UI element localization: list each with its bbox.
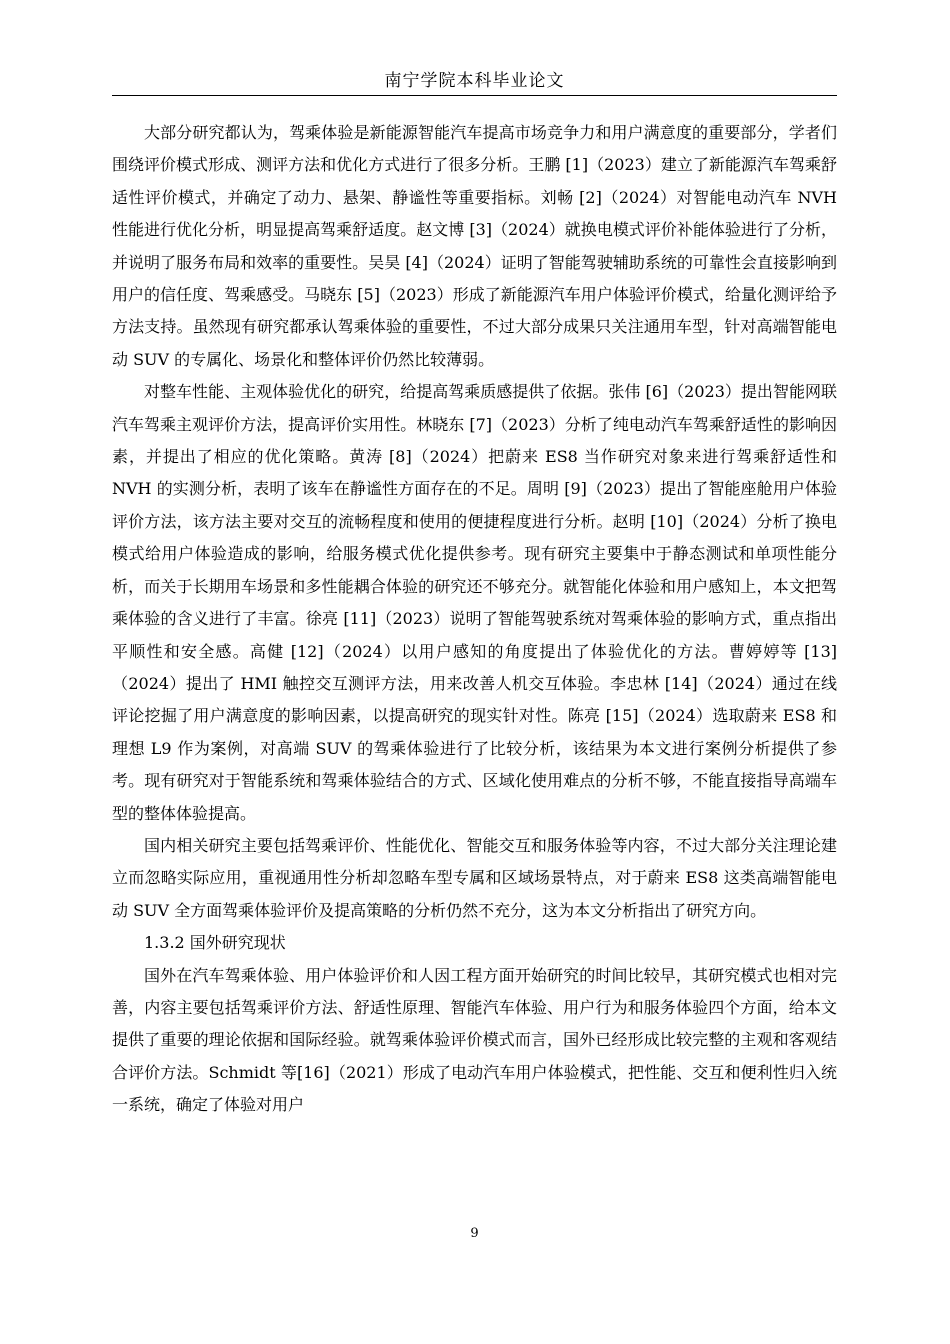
paragraph: 国外在汽车驾乘体验、用户体验评价和人因工程方面开始研究的时间比较早，其研究模式也相对完善，内容主要包括驾乘评价方法、舒适性原理、智能汽车体验、用户行为和服务体验四个方面，给本文提供了重要的理论依据和国际经验。就驾乘体验评价模式而言，国外已经形成比较完整的主观和客观结合评价方法。Schmidt 等[16]（2021）形成了电动汽车用户体验模式，把性能、交互和便利性归入统一系统，确定了体验对用户 — [112, 965, 837, 1115]
section-heading: 1.3.2 国外研究现状 — [144, 933, 286, 953]
page-number: 9 — [470, 1226, 479, 1241]
paragraph: 对整车性能、主观体验优化的研究，给提高驾乘质感提供了依据。张伟 [6]（2023）提出智能网联汽车驾乘主观评价方法，提高评价实用性。林晓东 [7]（2023）分析了纯电动汽车驾乘舒适性的影响因素，并提出了相应的优化策略。黄涛 [8]（2024）把蔚来 ES8 当作研究对象来进行驾乘舒适性和 NVH 的实测分析，表明了该车在静谧性方面存在的不足。周明 [9]（2023）提出了智能座舱用户体验评价方法，该方法主要对交互的流畅程度和使用的便捷程度进行分析。赵明 [10]（2024）分析了换电模式给用户体验造成的影响，给服务模式优化提供参考。现有研究主要集中于静态测试和单项性能分析，而关于长期用车场景和多性能耦合体验的研究还不够充分。就智能化体验和用户感知上，本文把驾乘体验的含义进行了丰富。徐亮 [11]（2023）说明了智能驾驶系统对驾乘体验的影响方式，重点指出平顺性和安全感。高健 [12]（2024）以用户感知的角度提出了体验优化的方法。曹婷婷等 [13]（2024）提出了 HMI 触控交互测评方法，用来改善人机交互体验。李忠林 [14]（2024）通过在线评论挖掘了用户满意度的影响因素，以提高研究的现实针对性。陈亮 [15]（2024）选取蔚来 ES8 和理想 L9 作为案例，对高端 SUV 的驾乘体验进行了比较分析，该结果为本文进行案例分析提供了参考。现有研究对于智能系统和驾乘体验结合的方式、区域化使用难点的分析不够，不能直接指导高端车型的整体体验提高。 — [112, 382, 837, 823]
body-text — [112, 117, 837, 1122]
paragraph: 大部分研究都认为，驾乘体验是新能源智能汽车提高市场竞争力和用户满意度的重要部分，学者们围绕评价模式形成、测评方法和优化方式进行了很多分析。王鹏 [1]（2023）建立了新能源汽车驾乘舒适性评价模式，并确定了动力、悬架、静谧性等重要指标。刘畅 [2]（2024）对智能电动汽车 NVH 性能进行优化分析，明显提高驾乘舒适度。赵文博 [3]（2024）就换电模式评价补能体验进行了分析，并说明了服务布局和效率的重要性。吴昊 [4]（2024）证明了智能驾驶辅助系统的可靠性会直接影响到用户的信任度、驾乘感受。马晓东 [5]（2023）形成了新能源汽车用户体验评价模式，给量化测评给予方法支持。虽然现有研究都承认驾乘体验的重要性，不过大部分成果只关注通用车型，针对高端智能电动 SUV 的专属化、场景化和整体评价仍然比较薄弱。 — [112, 123, 837, 369]
header-divider — [112, 95, 837, 96]
running-header: 南宁学院本科毕业论文 — [384, 71, 565, 91]
paragraph: 国内相关研究主要包括驾乘评价、性能优化、智能交互和服务体验等内容，不过大部分关注理论建立而忽略实际应用，重视通用性分析却忽略车型专属和区域场景特点，对于蔚来 ES8 这类高端智能电动 SUV 全方面驾乘体验评价及提高策略的分析仍然不充分，这为本文分析指出了研究方向。 — [112, 835, 837, 920]
